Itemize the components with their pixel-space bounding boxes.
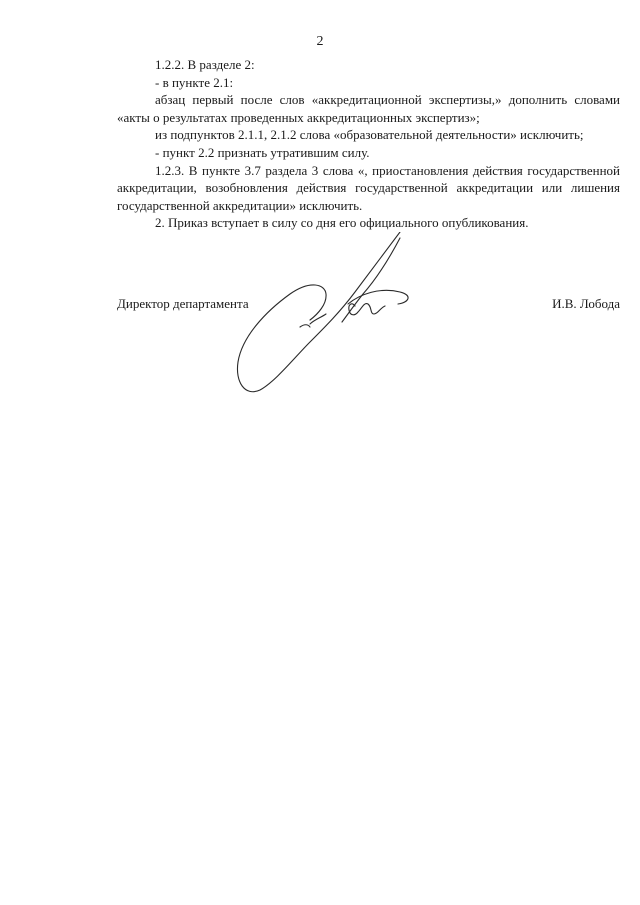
document-body xyxy=(117,56,620,232)
paragraph-1-2-2: 1.2.2. В разделе 2: xyxy=(155,57,255,72)
signatory-title: Директор департамента xyxy=(117,296,249,311)
paragraph-effective-date: 2. Приказ вступает в силу со дня его официального опубликования. xyxy=(155,215,529,231)
paragraph-first-abzac: абзац первый после слов «аккредитационной экспертизы,» дополнить словами «акты о результатах проведенных аккредитационных экспертиз»; xyxy=(117,92,620,125)
paragraph-item-2-2: - пункт 2.2 признать утратившим силу. xyxy=(155,144,370,160)
paragraph-1-2-3: 1.2.3. В пункте 3.7 раздела 3 слова «, приостановления действия государственной аккредитации, возобновления действия государственной аккредитации или лишения государственной аккредитации» исключить. xyxy=(117,162,620,213)
signatory-name: И.В. Лобода xyxy=(552,296,620,311)
page-number: 2 xyxy=(316,34,324,49)
paragraph-item-2-1: - в пункте 2.1: xyxy=(155,74,234,90)
handwritten-signature xyxy=(230,232,430,397)
paragraph-subpoints: из подпунктов 2.1.1, 2.1.2 слова «образовательной деятельности» исключить; xyxy=(155,127,584,143)
